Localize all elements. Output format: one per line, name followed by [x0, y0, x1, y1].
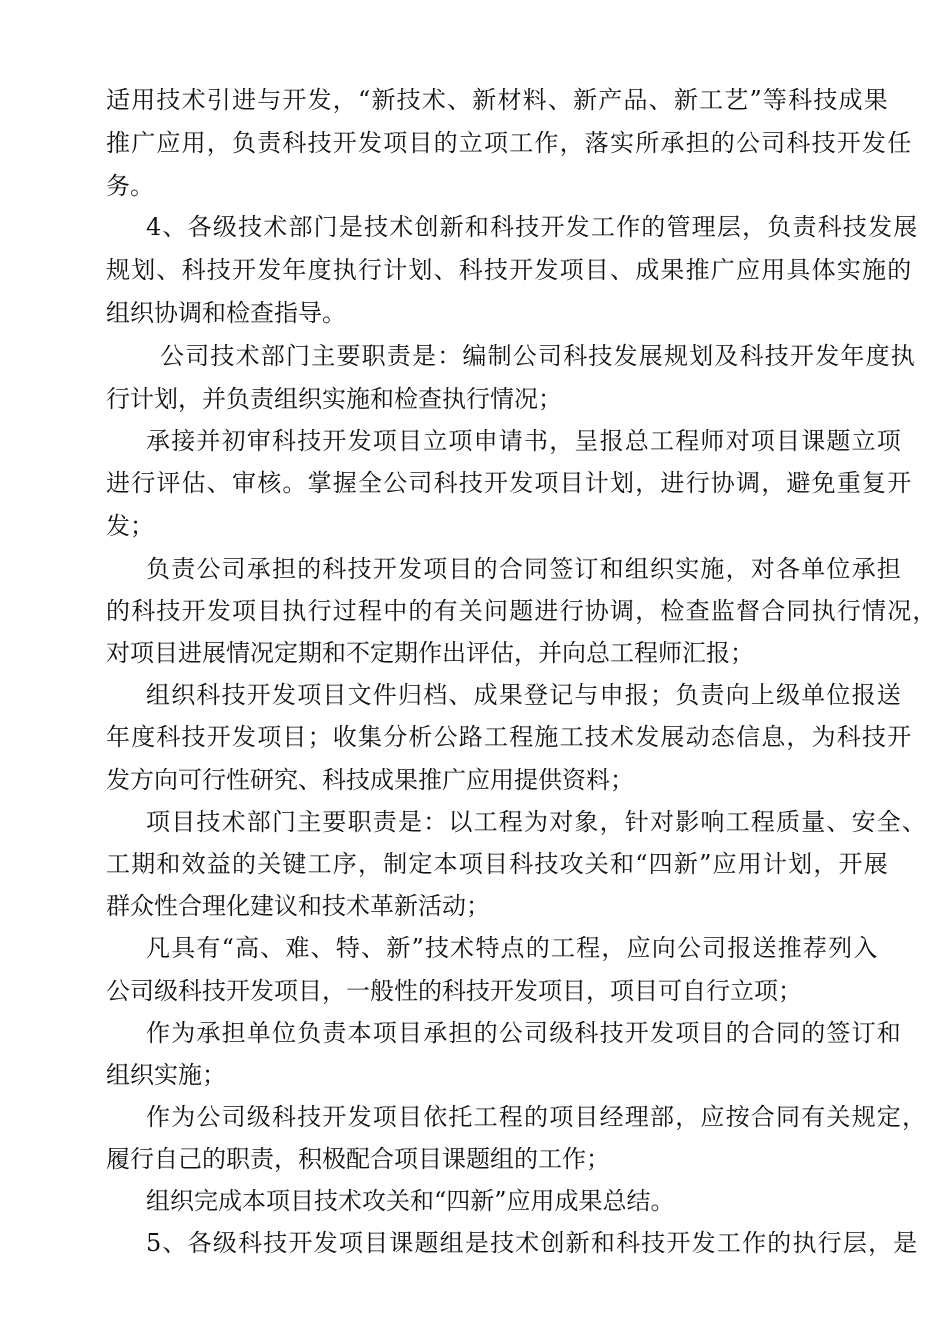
text-line: 年度科技开发项目；收集分析公路工程施工技术发展动态信息，为科技开	[106, 723, 913, 751]
text-line: 凡具有“高、难、特、新”技术特点的工程，应向公司报送推荐列入	[146, 934, 879, 962]
text-line: 履行自己的职责，积极配合项目课题组的工作；	[106, 1145, 610, 1173]
text-line: 组织完成本项目技术攻关和“四新”应用成果总结。	[146, 1187, 675, 1215]
text-line: 工期和效益的关键工序，制定本项目科技攻关和“四新”应用计划，开展	[106, 850, 889, 878]
text-line: 行计划，并负责组织实施和检查执行情况；	[106, 385, 562, 413]
text-line: 适用技术引进与开发，“新技术、新材料、新产品、新工艺”等科技成果	[106, 86, 889, 114]
text-line: 进行评估、审核。掌握全公司科技开发项目计划，进行协调，避免重复开	[106, 469, 913, 497]
text-line: 对项目进展情况定期和不定期作出评估，并向总工程师汇报；	[106, 639, 754, 667]
text-line: 负责公司承担的科技开发项目的合同签订和组织实施，对各单位承担	[146, 555, 902, 583]
text-line: 作为公司级科技开发项目依托工程的项目经理部，应按合同有关规定，	[146, 1103, 928, 1131]
text-line: 的科技开发项目执行过程中的有关问题进行协调，检查监督合同执行情况，	[106, 597, 938, 625]
text-line: 组织科技开发项目文件归档、成果登记与申报；负责向上级单位报送	[146, 681, 902, 709]
text-line: 规划、科技开发年度执行计划、科技开发项目、成果推广应用具体实施的	[106, 256, 913, 284]
text-line: 4、各级技术部门是技术创新和科技开发工作的管理层，负责科技发展	[146, 213, 919, 241]
text-line: 5、各级科技开发项目课题组是技术创新和科技开发工作的执行层，是	[146, 1229, 919, 1257]
text-line: 务。	[106, 172, 154, 200]
text-line: 群众性合理化建议和技术革新活动；	[106, 892, 490, 920]
text-line: 发方向可行性研究、科技成果推广应用提供资料；	[106, 766, 634, 794]
text-line: 承接并初审科技开发项目立项申请书，呈报总工程师对项目课题立项	[146, 427, 902, 455]
text-line: 推广应用，负责科技开发项目的立项工作，落实所承担的公司科技开发任	[106, 129, 913, 157]
text-line: 项目技术部门主要职责是：以工程为对象，针对影响工程质量、安全、	[146, 808, 928, 836]
text-line: 作为承担单位负责本项目承担的公司级科技开发项目的合同的签订和	[146, 1019, 902, 1047]
text-line: 公司技术部门主要职责是：编制公司科技发展规划及科技开发年度执	[160, 342, 916, 370]
text-line: 发；	[106, 512, 154, 540]
text-line: 公司级科技开发项目，一般性的科技开发项目，项目可自行立项；	[106, 977, 802, 1005]
text-line: 组织实施；	[106, 1061, 226, 1089]
text-line: 组织协调和检查指导。	[106, 299, 346, 327]
